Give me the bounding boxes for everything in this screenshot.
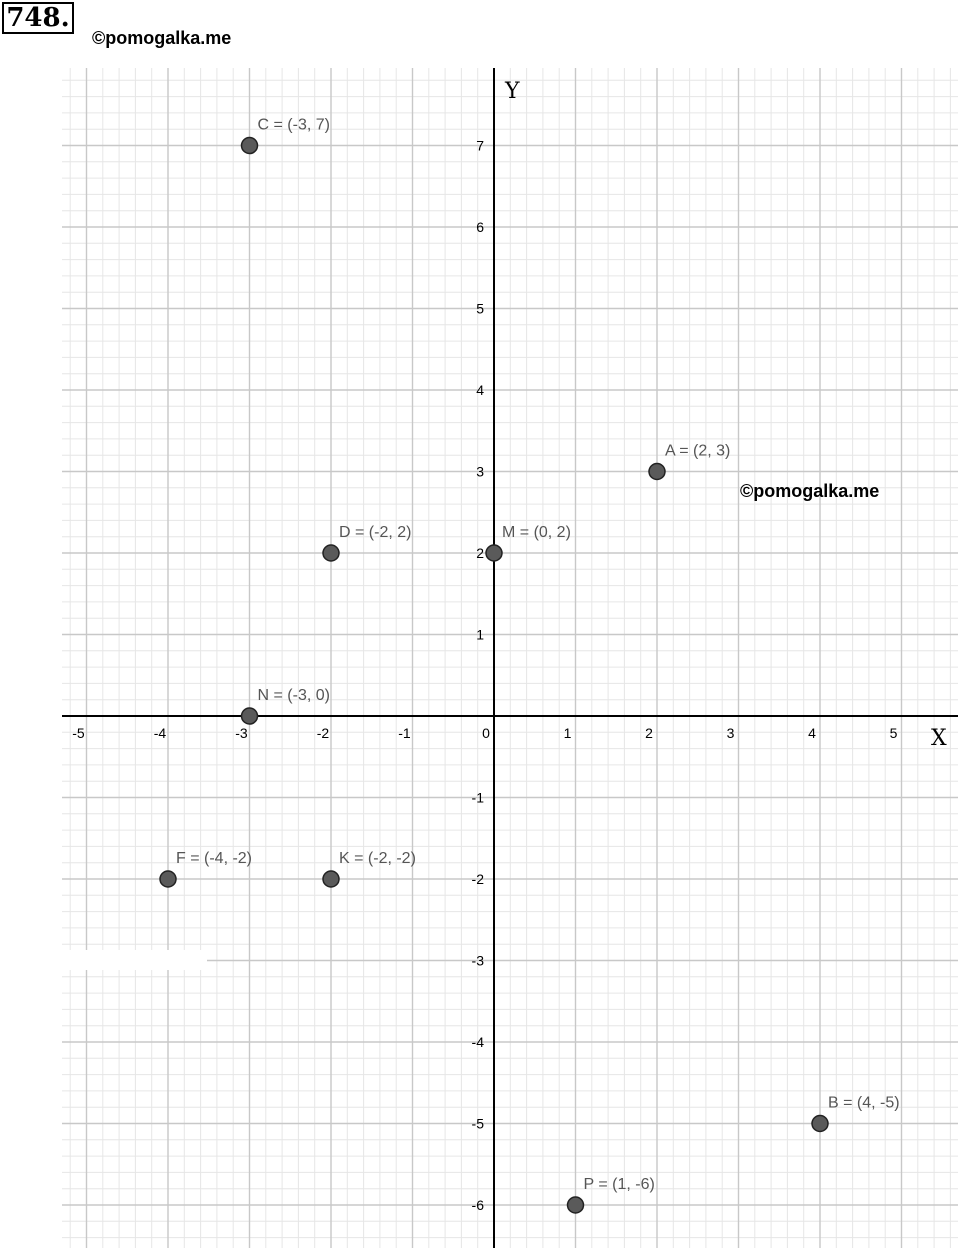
point-label-d: D = (-2, 2) [339, 524, 412, 541]
y-tick-label: 6 [476, 219, 484, 235]
problem-number: 748. [2, 2, 74, 34]
y-tick-label: 3 [476, 463, 484, 480]
y-tick-label: -4 [471, 1034, 484, 1050]
point-n [242, 708, 258, 724]
x-tick-label: -1 [398, 725, 411, 741]
y-tick-label: 4 [476, 382, 484, 398]
point-label-p: P = (1, -6) [583, 1176, 655, 1193]
point-label-f: F = (-4, -2) [176, 850, 253, 867]
data-points [160, 117, 900, 1214]
point-label-m: M = (0, 2) [502, 524, 571, 541]
watermark-top: ©pomogalka.me [92, 28, 232, 48]
point-d [323, 545, 339, 561]
y-tick-label: 5 [476, 300, 484, 317]
point-label-b: B = (4, -5) [828, 1094, 900, 1112]
y-tick-label: -5 [471, 1115, 484, 1132]
x-tick-label: 2 [645, 725, 653, 741]
watermark-plot: ©pomogalka.me [740, 481, 880, 501]
y-tick-label: 7 [476, 137, 484, 154]
grid-gap [62, 950, 207, 970]
x-tick-label: 3 [726, 725, 735, 741]
point-a [649, 464, 665, 480]
x-tick-label: 4 [808, 725, 816, 741]
x-tick-label: -3 [235, 725, 248, 741]
y-tick-label: -2 [471, 871, 484, 887]
x-tick-label: 1 [563, 725, 572, 741]
y-tick-label: 2 [476, 545, 484, 561]
point-label-k: K = (-2, -2) [339, 850, 416, 867]
x-tick-label: 5 [889, 725, 898, 741]
x-tick-labels [72, 725, 897, 741]
x-axis-label: X [931, 726, 947, 751]
y-tick-label: -1 [471, 789, 484, 806]
y-tick-label: -6 [471, 1197, 484, 1213]
point-label-a: A = (2, 3) [665, 442, 731, 460]
point-b [812, 1116, 828, 1132]
point-c [242, 138, 258, 154]
x-tick-label: -4 [153, 725, 167, 741]
minor-grid [62, 68, 958, 1248]
point-label-c: C = (-3, 7) [257, 116, 330, 134]
x-tick-label: -5 [72, 725, 85, 741]
x-tick-label: 0 [482, 725, 490, 741]
point-f [160, 871, 176, 887]
point-label-n: N = (-3, 0) [257, 687, 330, 704]
point-m [486, 545, 502, 561]
point-k [323, 871, 339, 887]
point-p [568, 1197, 584, 1213]
y-tick-label: 1 [476, 626, 484, 643]
y-tick-label: -3 [471, 952, 484, 969]
x-tick-label: -2 [316, 725, 330, 741]
y-axis-label: Y [505, 79, 520, 104]
